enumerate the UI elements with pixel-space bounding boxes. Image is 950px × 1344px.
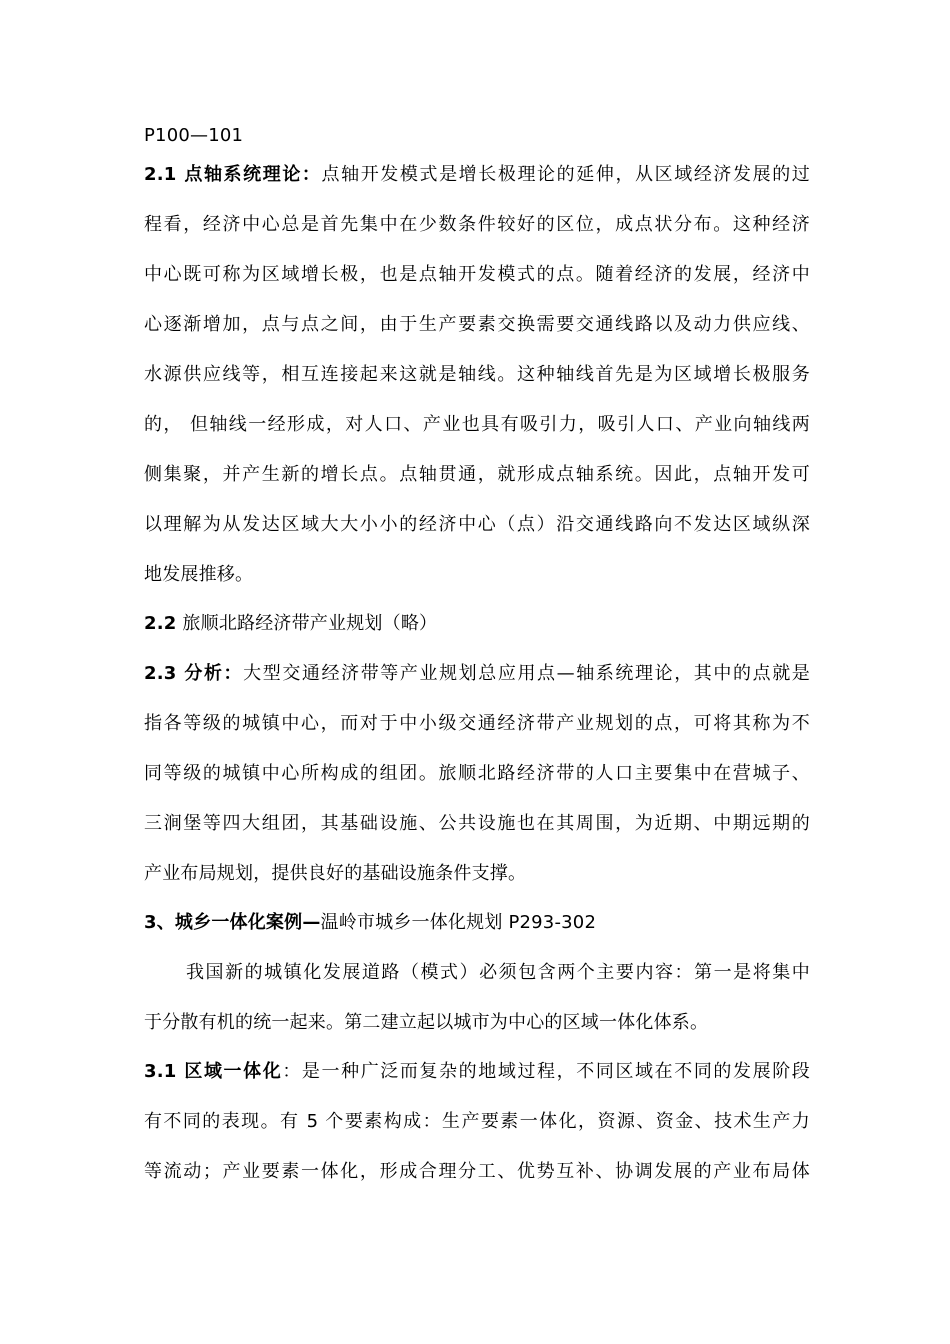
paragraph-line: 等流动；产业要素一体化，形成合理分工、优势互补、协调发展的产业布局体 <box>144 1161 810 1182</box>
paragraph-line: 三涧堡等四大组团，其基础设施、公共设施也在其周围，为近期、中期远期的 <box>144 813 810 834</box>
page-reference: P100—101 <box>144 125 244 146</box>
paragraph-line: 程看，经济中心总是首先集中在少数条件较好的区位，成点状分布。这种经济 <box>144 214 810 235</box>
paragraph-line: 同等级的城镇中心所构成的组团。旅顺北路经济带的人口主要集中在营城子、 <box>144 763 810 784</box>
section-2-3-heading: 2.3 分析： <box>144 663 244 684</box>
intro-line-2: 于分散有机的统一起来。第二建立起以城市为中心的区域一体化体系。 <box>144 1012 709 1033</box>
paragraph-line: 的， 但轴线一经形成，对人口、产业也具有吸引力，吸引人口、产业向轴线两 <box>144 414 810 435</box>
paragraph-line: 地发展推移。 <box>144 564 254 585</box>
intro-line-1: 我国新的城镇化发展道路（模式）必须包含两个主要内容：第一是将集中 <box>186 962 810 983</box>
paragraph-line: 有不同的表现。有 5 个要素构成：生产要素一体化，资源、资金、技术生产力 <box>144 1111 810 1132</box>
section-2-2-heading: 2.2 <box>144 613 177 634</box>
section-2-1-line-1: 2.1 点轴系统理论：点轴开发模式是增长极理论的延伸，从区域经济发展的过 <box>144 164 810 185</box>
section-3-heading: 3、城乡一体化案例— <box>144 912 321 933</box>
section-2-2-line: 2.2 旅顺北路经济带产业规划（略） <box>144 613 438 634</box>
paragraph-line: 心逐渐增加，点与点之间，由于生产要素交换需要交通线路以及动力供应线、 <box>144 314 810 335</box>
paragraph-line: 以理解为从发达区域大大小小的经济中心（点）沿交通线路向不发达区域纵深 <box>144 514 810 535</box>
paragraph-line: 水源供应线等，相互连接起来这就是轴线。这种轴线首先是为区域增长极服务 <box>144 364 810 385</box>
section-2-1-heading: 2.1 点轴系统理论： <box>144 164 322 185</box>
section-3-line: 3、城乡一体化案例—温岭市城乡一体化规划 P293-302 <box>144 912 597 933</box>
section-3-1-heading: 3.1 区域一体化 <box>144 1061 283 1082</box>
section-3-1-line-1: 3.1 区域一体化：是一种广泛而复杂的地域过程，不同区域在不同的发展阶段 <box>144 1061 810 1082</box>
paragraph-line: 指各等级的城镇中心，而对于中小级交通经济带产业规划的点，可将其称为不 <box>144 713 810 734</box>
paragraph-line: 侧集聚，并产生新的增长点。点轴贯通，就形成点轴系统。因此，点轴开发可 <box>144 464 810 485</box>
paragraph-line: 产业布局规划，提供良好的基础设施条件支撑。 <box>144 863 527 884</box>
section-2-3-line-1: 2.3 分析：大型交通经济带等产业规划总应用点—轴系统理论，其中的点就是 <box>144 663 810 684</box>
paragraph-line: 中心既可称为区域增长极，也是点轴开发模式的点。随着经济的发展，经济中 <box>144 264 810 285</box>
